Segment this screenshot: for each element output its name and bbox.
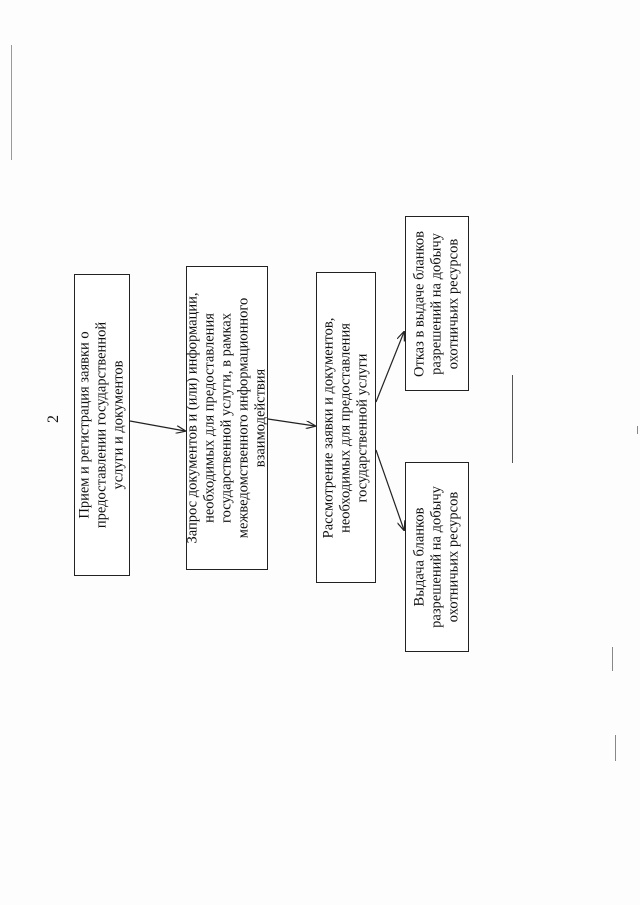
arrow-review-to-issuance [376,450,404,530]
step-issuance-line: Выдача бланков [411,507,428,607]
step-request-line: взаимодействия [252,368,269,468]
step-issuance-line: охотничьих ресурсов [445,491,462,623]
step-review-line: государственной услуги [354,353,371,502]
step-request-line: межведомственного информационного [235,297,252,539]
step-request-line: Запрос документов и (или) информации, [184,292,201,544]
step-refusal-line: Отказ в выдаче бланков [411,230,428,377]
arrow-review-to-refusal [376,332,404,402]
step-refusal-line: разрешений на добычу [428,232,445,375]
arrow-intake-to-request [130,421,185,431]
step-intake-line: услуги и документов [110,360,127,490]
step-review-line: Рассмотрение заявки и документов, [320,317,337,538]
scan-mark [612,647,613,671]
step-intake-line: Прием и регистрация заявки о [76,331,93,519]
scan-mark [615,735,616,761]
step-refusal-line: охотничьих ресурсов [445,238,462,369]
step-intake-line: предоставлении государственной [93,321,110,529]
step-issuance-line: разрешений на добычу [428,486,445,628]
step-request-line: необходимых для предоставления [201,313,218,523]
page-number: 2 [45,415,62,423]
step-review-line: необходимых для предоставления [337,322,354,533]
step-request-line: государственной услуги, в рамках [218,313,235,523]
arrow-request-to-review [268,419,315,426]
scan-mark [637,426,638,434]
scan-mark [512,375,513,463]
